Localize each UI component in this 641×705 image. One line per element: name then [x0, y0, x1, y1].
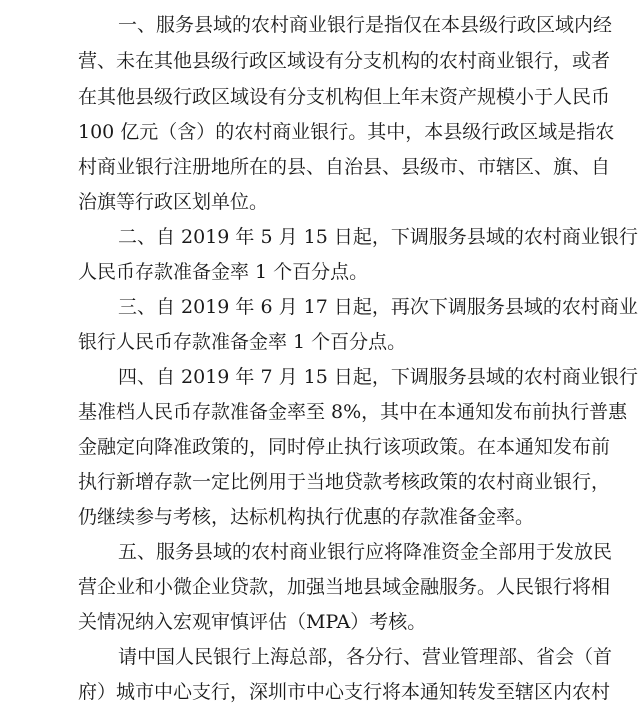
paragraph-4-line-1: 四、自 2019 年 7 月 15 日起，下调服务县域的农村商业银行 — [118, 366, 638, 388]
paragraph-6-line-2: 府）城市中心支行，深圳市中心支行将本通知转发至辖区内农村 — [78, 681, 611, 703]
paragraph-6-line-1: 请中国人民银行上海总部，各分行、营业管理部、省会（首 — [118, 646, 613, 668]
paragraph-1-line-4: 100 亿元（含）的农村商业银行。其中，本县级行政区域是指农 — [78, 121, 615, 143]
paragraph-1-line-5: 村商业银行注册地所在的县、自治县、县级市、市辖区、旗、自 — [78, 156, 611, 178]
paragraph-1-line-6: 治旗等行政区划单位。 — [78, 191, 269, 213]
paragraph-3-line-2: 银行人民币存款准备金率 1 个百分点。 — [78, 331, 407, 353]
paragraph-2-line-1: 二、自 2019 年 5 月 15 日起，下调服务县域的农村商业银行 — [118, 226, 638, 248]
paragraph-4-line-2: 基准档人民币存款准备金率至 8%，其中在本通知发布前执行普惠 — [78, 401, 628, 423]
paragraph-4-line-4: 执行新增存款一定比例用于当地贷款考核政策的农村商业银行， — [78, 471, 611, 493]
paragraph-4-line-3: 金融定向降准政策的，同时停止执行该项政策。在本通知发布前 — [78, 436, 611, 458]
paragraph-1-line-1: 一、服务县域的农村商业银行是指仅在本县级行政区域内经 — [118, 14, 613, 36]
paragraph-5-line-2: 营企业和小微企业贷款，加强当地县域金融服务。人民银行将相 — [78, 576, 611, 598]
paragraph-5-line-3: 关情况纳入宏观审慎评估（MPA）考核。 — [78, 611, 427, 633]
paragraph-1-line-3: 在其他县级行政区域设有分支机构但上年末资产规模小于人民币 — [78, 86, 611, 108]
paragraph-1-line-2: 营、未在其他县级行政区域设有分支机构的农村商业银行，或者 — [78, 50, 611, 72]
paragraph-5-line-1: 五、服务县域的农村商业银行应将降准资金全部用于发放民 — [118, 541, 613, 563]
paragraph-4-line-5: 仍继续参与考核，达标机构执行优惠的存款准备金率。 — [78, 506, 535, 528]
paragraph-2-line-2: 人民币存款准备金率 1 个百分点。 — [78, 261, 369, 283]
paragraph-3-line-1: 三、自 2019 年 6 月 17 日起，再次下调服务县域的农村商业 — [118, 296, 638, 318]
